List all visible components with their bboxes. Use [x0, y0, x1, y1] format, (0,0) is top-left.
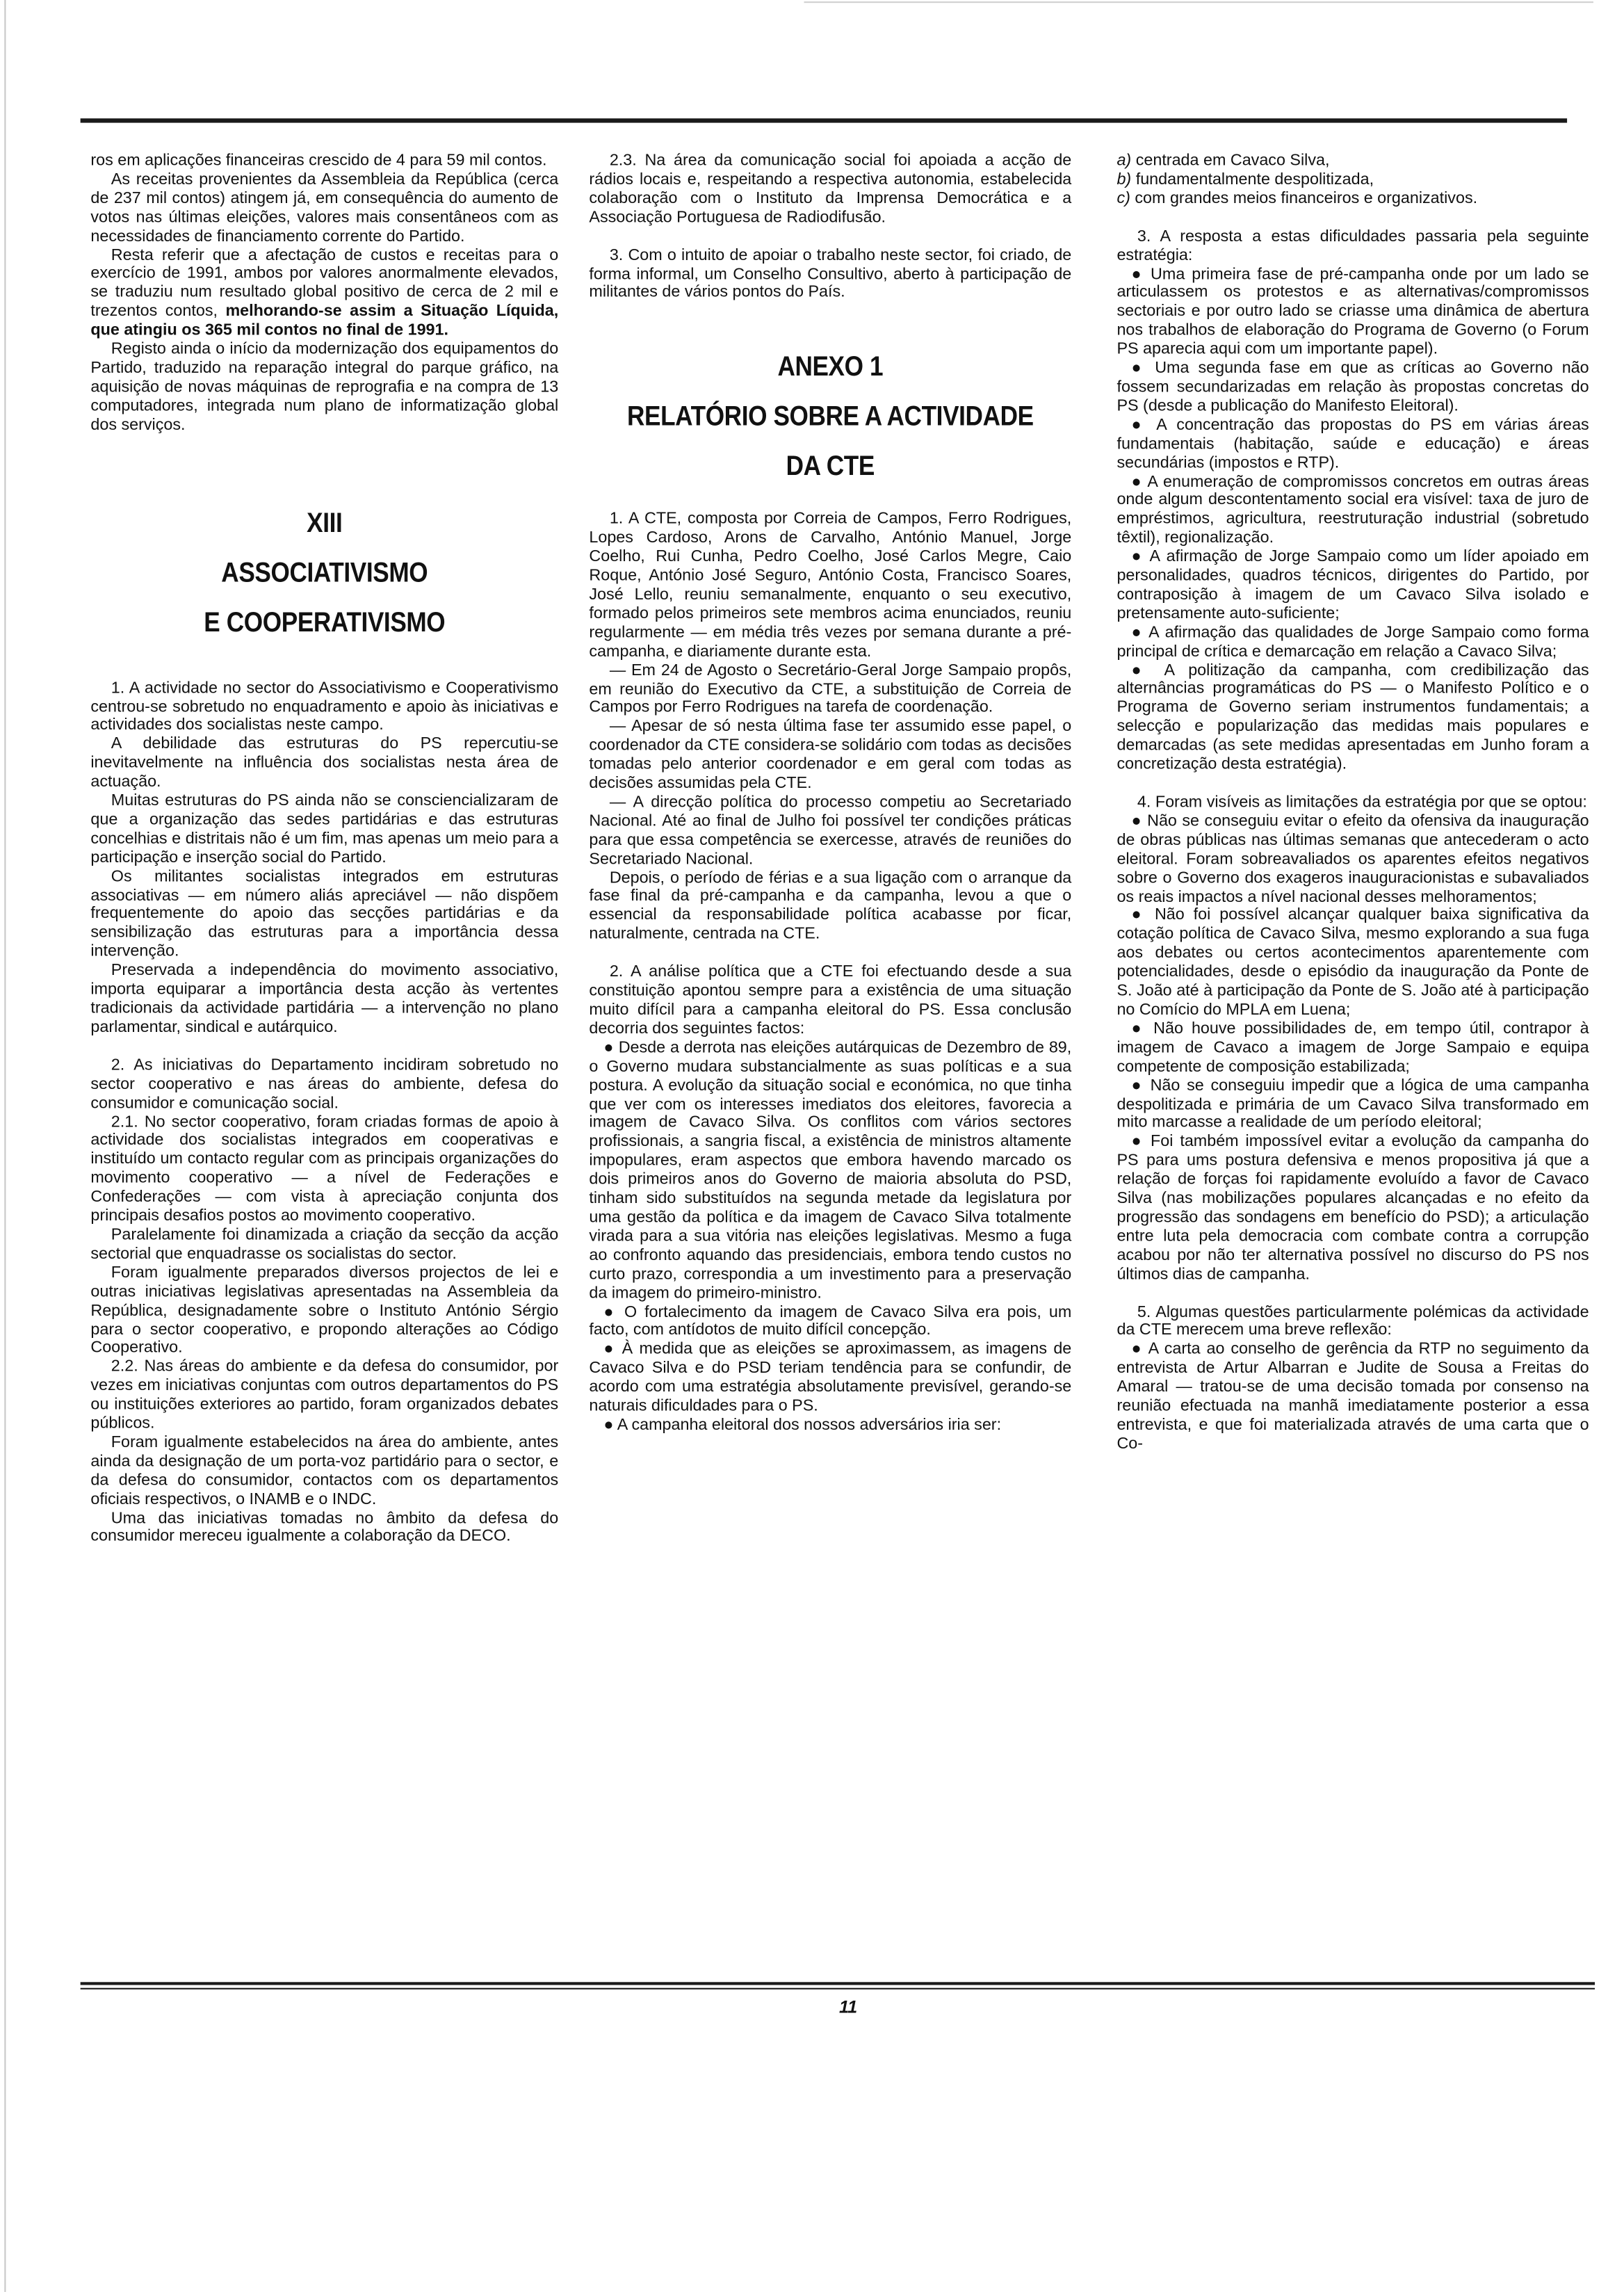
- bullet-paragraph: ● A carta ao conselho de gerência da RTP no seguimento da entrevista de Artur Albarran e Judite de Sousa a Freitas do Amaral — tratou-se de uma decisão tomada por consenso na reunião efectuada na manhã imediatamente posterior a essa entrevista, e que foi materializada através de uma carta que o Co-: [1116, 1341, 1589, 1453]
- paragraph: 2. A análise política que a CTE foi efectuando desde a sua constituição apontou sempre para a existência de uma situação muito difícil para a campanha eleitoral do PS. Essa conclusão decorria dos seguintes factos:: [589, 963, 1072, 1038]
- annex-title-line-2: RELATÓRIO SOBRE A ACTIVIDADE: [626, 402, 1034, 433]
- bullet-paragraph: ● Foi também impossível evitar a evolução da campanha do PS para ums postura defensiva e menos propositiva já que a relação de forças foi rapidamente evoluído a favor de Cavaco Silva (nas mobilizações populares alcançadas e no efeito da progressão das sondagens em benefício do PSD); a articulação entre luta pela democracia com combate contra a corrupção acabou por não ter alternativa possível no discurso do PS nos últimos dias de campanha.: [1116, 1133, 1589, 1283]
- bullet-paragraph: ● A concentração das propostas do PS em várias áreas fundamentais (habitação, saúde e educação) e áreas secundárias (impostos e RTP).: [1116, 416, 1589, 472]
- paragraph: 3. A resposta a estas dificuldades passaria pela seguinte estratégia:: [1116, 227, 1589, 264]
- bullet-paragraph: ● A campanha eleitoral dos nossos adversários iria ser:: [603, 1416, 1002, 1434]
- paragraph: A debilidade das estruturas do PS repercutiu-se inevitavelmente na influência dos socialistas nesta área de actuação.: [90, 735, 559, 791]
- scan-edge-left: [4, 0, 6, 2292]
- column-left: [90, 152, 558, 1547]
- paragraph: 4. Foram visíveis as limitações da estratégia por que se optou:: [1137, 793, 1587, 812]
- column-middle: [589, 152, 1071, 1435]
- bold-text: melhorando-se assim a Situação Líquida, que atingiu os 365 mil contos no final de 1991.: [90, 302, 559, 339]
- section-title-line-1: ASSOCIATIVISMO: [221, 558, 428, 589]
- bullet-paragraph: ● A politização da campanha, com credibilização das alternâncias programáticas do PS — o Manifesto Político e o Programa de Governo seriam instrumentos fundamentais; a selecção e popularização das medidas mais populares e demarcadas (as sete medidas apresentadas em Junho foram a concretização desta estratégia).: [1116, 661, 1589, 774]
- paragraph: As receitas provenientes da Assembleia da República (cerca de 237 mil contos) atingem já, em consequência do aumento de votos nas últimas eleições, valores mais consentâneos com as necessidades de financiamento corrente do Partido.: [90, 170, 559, 245]
- paragraph: Paralelamente foi dinamizada a criação da secção da acção sectorial que enquadrasse os socialistas do sector.: [90, 1226, 559, 1263]
- list-item-b: [1116, 171, 1589, 190]
- list-letter: a): [1116, 152, 1132, 170]
- bullet-paragraph: ● A afirmação das qualidades de Jorge Sampaio como forma principal de crítica e demarcação em relação a Cavaco Silva;: [1116, 624, 1589, 661]
- paragraph: 1. A actividade no sector do Associativismo e Cooperativismo centrou-se sobretudo no enquadramento e apoio às iniciativas e actividades dos socialistas neste campo.: [90, 679, 559, 735]
- annex-title-line-3: DA CTE: [786, 452, 875, 483]
- bullet-paragraph: ● Desde a derrota nas eleições autárquicas de Dezembro de 89, o Governo mudara substancialmente as suas políticas e a sua postura. A evolução da situação social e económica, no que tinha que ver com os interesses imediatos dos eleitores, favorecia a imagem de Cavaco Silva. Os conflitos com vários sectores profissionais, a sangria fiscal, a existência de ministros altamente impopulares, eram aspectos que embora havendo marcado os dois primeiros anos do Governo de maioria absoluta do PSD, tinham sido substituídos na segunda metade da legislatura por uma gestão da política e da imagem de Cavaco Silva totalmente virada para a sua vitória nas eleições legislativas. Mesmo a fuga ao confronto aquando das presidenciais, embora tendo custos no curto prazo, correspondia a um investimento para a preservação da imagem do primeiro-ministro.: [589, 1039, 1072, 1302]
- list-text: com grandes meios financeiros e organizativos.: [1130, 189, 1478, 208]
- page-number: 11: [838, 1996, 858, 2017]
- paragraph: — Em 24 de Agosto o Secretário-Geral Jorge Sampaio propôs, em reunião do Executivo da CTE, a substituição de Correia de Campos por Ferro Rodrigues na tarefa de coordenação.: [589, 661, 1072, 717]
- list-text: centrada em Cavaco Silva,: [1131, 152, 1330, 170]
- list-letter: b): [1116, 170, 1132, 188]
- bullet-paragraph: ● A afirmação de Jorge Sampaio como um líder apoiado em personalidades, quadros técnicos, dirigentes do Partido, por contraposição à imagem de um Cavaco Silva isolado e pretensamente auto-suficiente;: [1116, 548, 1589, 623]
- paragraph-text: Resta referir que a afectação de custos e receitas para o exercício de 1991, ambos por valores anormalmente elevados, se traduziu num resultado global positivo de cerca de 2 mil e trezentos contos,: [90, 246, 559, 321]
- paragraph: Foram igualmente estabelecidos na área do ambiente, antes ainda da designação de um porta-voz partidário para o sector, e da defesa do consumidor, contactos com os departamentos oficiais respectivos, o INAMB e o INDC.: [90, 1433, 559, 1508]
- section-title-line-2: E COOPERATIVISMO: [204, 607, 446, 638]
- paragraph: Uma das iniciativas tomadas no âmbito da defesa do consumidor mereceu igualmente a colaboração da DECO.: [90, 1509, 559, 1546]
- bullet-paragraph: ● Não houve possibilidades de, em tempo útil, contrapor à imagem de Cavaco a imagem de Jorge Sampaio e equipa competente de composição estabilizada;: [1116, 1019, 1589, 1076]
- section-number: XIII: [307, 508, 343, 539]
- paragraph: Depois, o período de férias e a sua ligação com o arranque da fase final da pré-campanha e da campanha, levou a que o essencial da responsabilidade política acabasse por ficar, naturalmente, centrada na CTE.: [589, 869, 1072, 944]
- column-right: [1116, 152, 1589, 1454]
- paragraph: 1. A CTE, composta por Correia de Campos, Ferro Rodrigues, Lopes Cardoso, Arons de Carvalho, António Manuel, Jorge Coelho, Rui Cunha, Pedro Coelho, José Carlos Megre, Caio Roque, António José Seguro, António Costa, Francisco Soares, José Lello, reuniu semanalmente, enquanto o seu executivo, formado pelos primeiros sete membros acima enunciados, reuniu regularmente — em média três vezes por semana durante a pré-campanha, e diariamente durante esta.: [589, 510, 1072, 661]
- list-letter: c): [1116, 189, 1130, 208]
- paragraph: 3. Com o intuito de apoiar o trabalho neste sector, foi criado, de forma informal, um Conselho Consultivo, aberto à participação de militantes de vários pontos do País.: [589, 246, 1072, 302]
- annex-title-line-1: ANEXO 1: [777, 353, 884, 384]
- bullet-paragraph: ● A enumeração de compromissos concretos em outras áreas onde algum descontentamento social era visível: taxa de juro de empréstimos, agricultura, reestruturação industrial (sobretudo têxtil), regionalização.: [1116, 472, 1589, 547]
- scan-edge-top: [804, 1, 1593, 3]
- bullet-paragraph: ● Uma primeira fase de pré-campanha onde por um lado se articulassem os protestos e as alternativas/compromissos sectoriais e por outro lado se criasse uma dinâmica de abertura nos trabalhos de elaboração do Programa de Governo (o Forum PS aparecia aqui com um importante papel).: [1116, 265, 1589, 359]
- paragraph: — Apesar de só nesta última fase ter assumido esse papel, o coordenador da CTE considera-se solidário com todas as decisões tomadas pelo anterior coordenador e em geral com todas as decisões assumidas pela CTE.: [589, 718, 1072, 793]
- paragraph: 2.2. Nas áreas do ambiente e da defesa do consumidor, por vezes em iniciativas conjuntas com outros departamentos do PS ou instituições exteriores ao partido, foram organizados debates públicos.: [90, 1358, 559, 1433]
- paragraph: Foram igualmente preparados diversos projectos de lei e outras iniciativas legislativas apresentadas na Assembleia da República, designadamente sobre o Instituto António Sérgio para o sector cooperativo, e propondo alterações ao Código Cooperativo.: [90, 1264, 559, 1357]
- paragraph: Preservada a independência do movimento associativo, importa equiparar a importância desta acção às vertentes tradicionais da actividade partidária — a intervenção no plano parlamentar, sindical e autárquico.: [90, 962, 559, 1037]
- paragraph: 2. As iniciativas do Departamento incidiram sobretudo no sector cooperativo e nas áreas do ambiente, defesa do consumidor e comunicação social.: [90, 1056, 559, 1112]
- bullet-paragraph: ● Uma segunda fase em que as críticas ao Governo não fossem secundarizadas em relação às propostas concretas do PS (desde a publicação do Manifesto Eleitoral).: [1116, 360, 1589, 415]
- paragraph: Registo ainda o início da modernização dos equipamentos do Partido, traduzido na reparação integral do parque gráfico, na aquisição de novas máquinas de reprografia e na compra de 13 computadores, integrada num plano de informatização global dos serviços.: [90, 340, 559, 434]
- list-item-a: [1116, 152, 1589, 171]
- paragraph: Os militantes socialistas integrados em estruturas associativas — em número aliás apreciável — não dispõem frequentemente do apoio das secções partidárias e da sensibilização das estruturas para a importância dessa intervenção.: [90, 867, 559, 961]
- bullet-paragraph: ● Não se conseguiu evitar o efeito da ofensiva da inauguração de obras públicas nas últimas semanas que antecederam o acto eleitoral. Foram sobreavaliados os aparentes efeitos negativos sobre o Governo dos exageros inauguracionistas e subavaliados os reais impactos a nível nacional desses melhoramentos;: [1116, 812, 1589, 906]
- paragraph: 2.3. Na área da comunicação social foi apoiada a acção de rádios locais e, respeitando a respectiva autonomia, estabelecida colaboração com o Instituto da Imprensa Democrática e a Associação Portuguesa de Radiodifusão.: [589, 152, 1072, 227]
- paragraph: Muitas estruturas do PS ainda não se consciencializaram de que a organização das sedes partidárias e das estruturas concelhias e distritais não é um fim, mas apenas um meio para a participação e inserção social do Partido.: [90, 792, 559, 866]
- paragraph: 5. Algumas questões particularmente polémicas da actividade da CTE merecem uma breve reflexão:: [1116, 1303, 1589, 1340]
- bullet-paragraph: ● Não se conseguiu impedir que a lógica de uma campanha despolitizada e primária de um Cavaco Silva transformado em mito marcasse a realidade de um período eleitoral;: [1116, 1076, 1589, 1132]
- top-rule: [81, 118, 1567, 122]
- list-text: fundamentalmente despolitizada,: [1131, 170, 1374, 188]
- bullet-paragraph: ● Não foi possível alcançar qualquer baixa significativa da cotação política de Cavaco Silva, mesmo explorando a sua fuga aos debates ou certos acontecimentos aparentemente com potencialidades, desde o episódio da inauguração da Ponte de S. João até à participação da Ponte de S. João até à participação no Comício do MPLA em Luena;: [1116, 907, 1589, 1019]
- paragraph: [90, 246, 558, 341]
- bottom-rule-thin: [81, 1988, 1595, 1990]
- paragraph: — A direcção política do processo competiu ao Secretariado Nacional. Até ao final de Julho foi possível ter condições práticas para que essa competência se exercesse, através de reuniões do Secretariado Nacional.: [589, 793, 1072, 868]
- bullet-paragraph: ● À medida que as eleições se aproximassem, as imagens de Cavaco Silva e do PSD teriam tendência para se confundir, de acordo com uma estratégia absolutamente previsível, gerando-se naturais dificuldades para o PS.: [589, 1341, 1072, 1415]
- paragraph: ros em aplicações financeiras crescido de 4 para 59 mil contos.: [90, 152, 547, 170]
- bottom-rule: [81, 1982, 1595, 1985]
- list-item-c: [1116, 190, 1589, 209]
- paragraph: 2.1. No sector cooperativo, foram criadas formas de apoio à actividade dos socialistas integrados em cooperativas e instituído um contacto regular com as principais organizações do movimento cooperativo — a nível de Federações e Confederações — com vista à apreciação conjunta dos principais desafios postos ao movimento cooperativo.: [90, 1113, 559, 1225]
- bullet-paragraph: ● O fortalecimento da imagem de Cavaco Silva era pois, um facto, com antídotos de muito difícil concepção.: [589, 1302, 1072, 1340]
